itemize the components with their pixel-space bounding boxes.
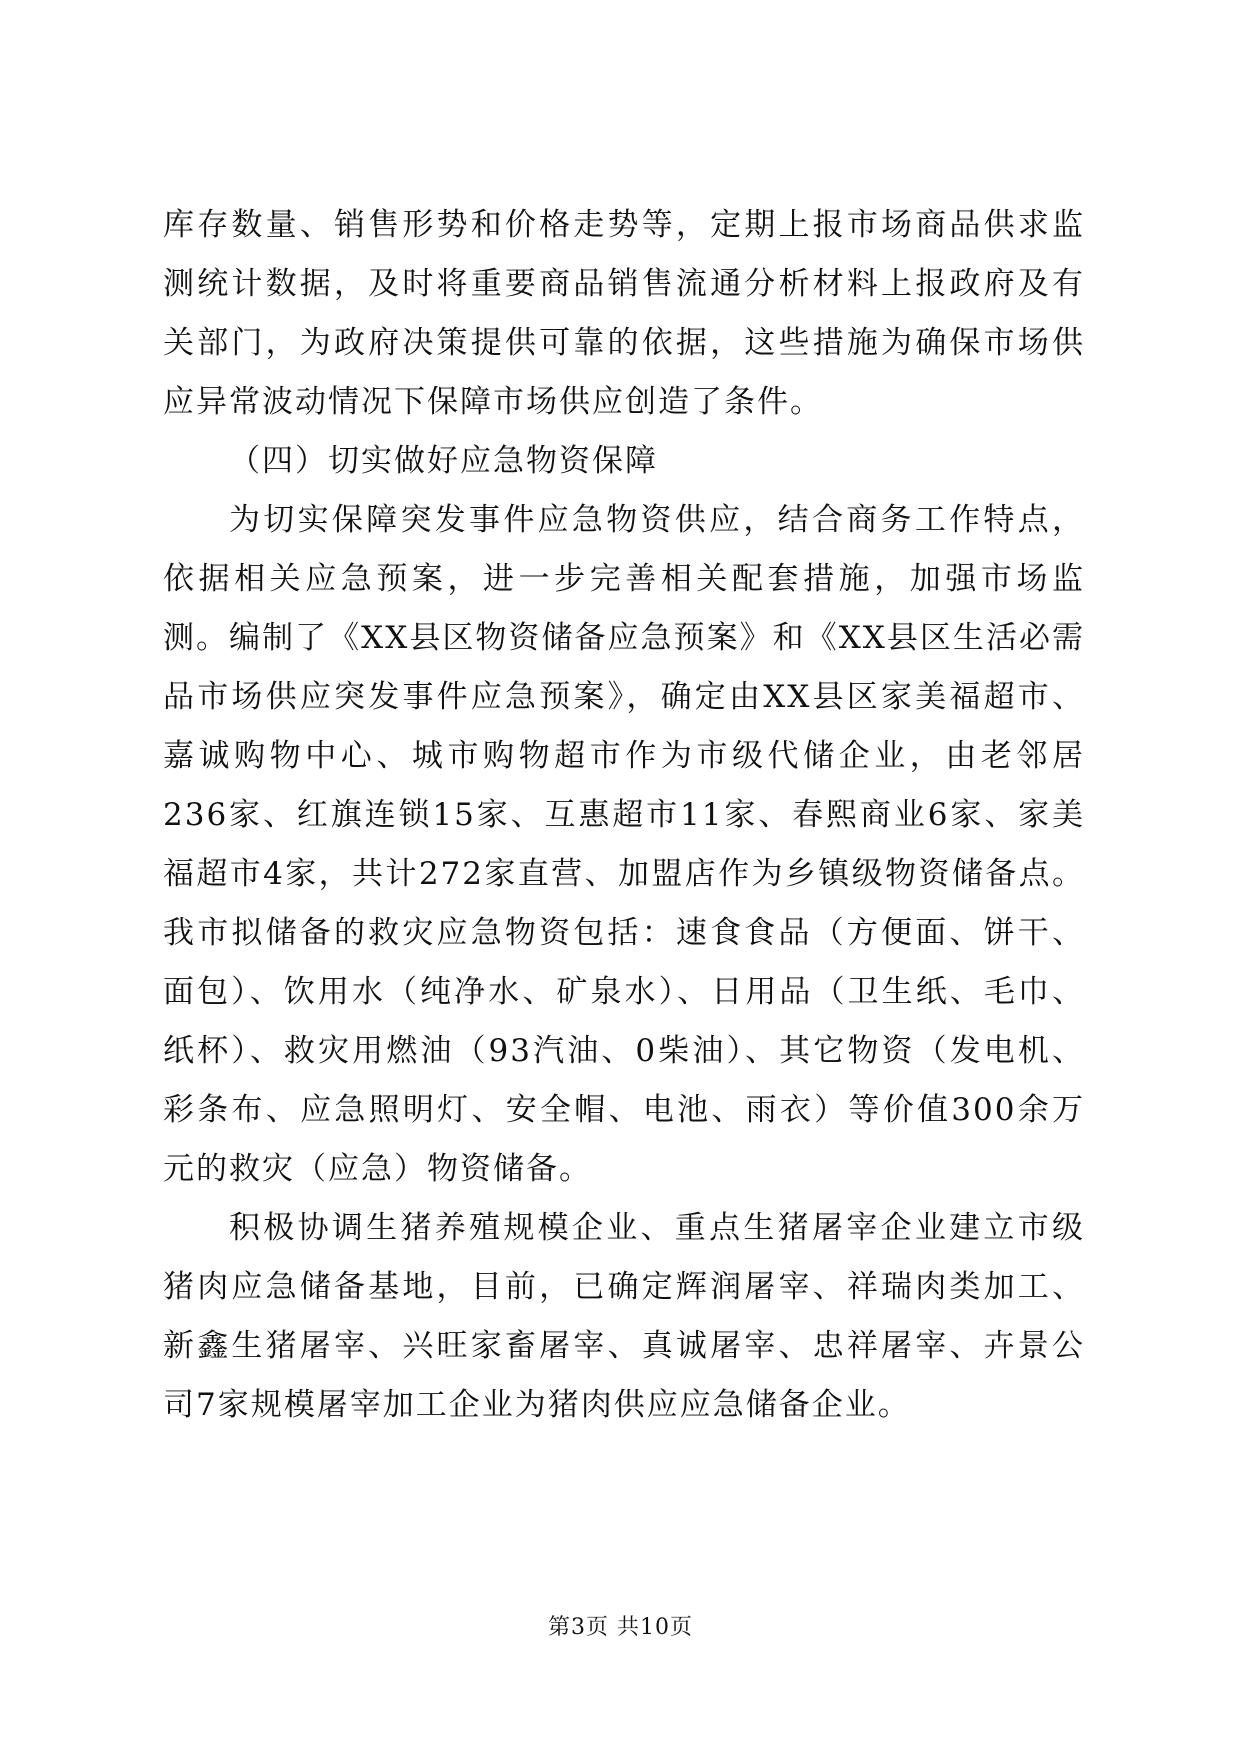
document-body xyxy=(163,196,1085,1435)
paragraph-continuation: 库存数量、销售形势和价格走势等，定期上报市场商品供求监测统计数据，及时将重要商品销售流通分析材料上报政府及有关部门，为政府决策提供可靠的依据，这些措施为确保市场供应异常波动情况下保障市场供应创造了条件。 xyxy=(163,207,1085,420)
paragraph-emergency-supplies: 为切实保障突发事件应急物资供应，结合商务工作特点，依据相关应急预案，进一步完善相关配套措施，加强市场监测。编制了《XX县区物资储备应急预案》和《XX县区生活必需品市场供应突发事件应急预案》，确定由XX县区家美福超市、嘉诚购物中心、城市购物超市作为市级代储企业，由老邻居236家、红旗连锁15家、互惠超市11家、春熙商业6家、家美福超市4家，共计272家直营、加盟店作为乡镇级物资储备点。我市拟储备的救灾应急物资包括：速食食品（方便面、饼干、面包）、饮用水（纯净水、矿泉水）、日用品（卫生纸、毛巾、纸杯）、救灾用燃油（93汽油、0柴油）、其它物资（发电机、彩条布、应急照明灯、安全帽、电池、雨衣）等价值300余万元的救灾（应急）物资储备。 xyxy=(163,502,1085,1187)
paragraph-pork-reserve: 积极协调生猪养殖规模企业、重点生猪屠宰企业建立市级猪肉应急储备基地，目前，已确定辉润屠宰、祥瑞肉类加工、新鑫生猪屠宰、兴旺家畜屠宰、真诚屠宰、忠祥屠宰、卉景公司7家规模屠宰加工企业为猪肉供应应急储备企业。 xyxy=(163,1210,1085,1423)
page-footer: 第3页 共10页 xyxy=(548,1615,693,1640)
section-heading: （四）切实做好应急物资保障 xyxy=(229,443,658,479)
